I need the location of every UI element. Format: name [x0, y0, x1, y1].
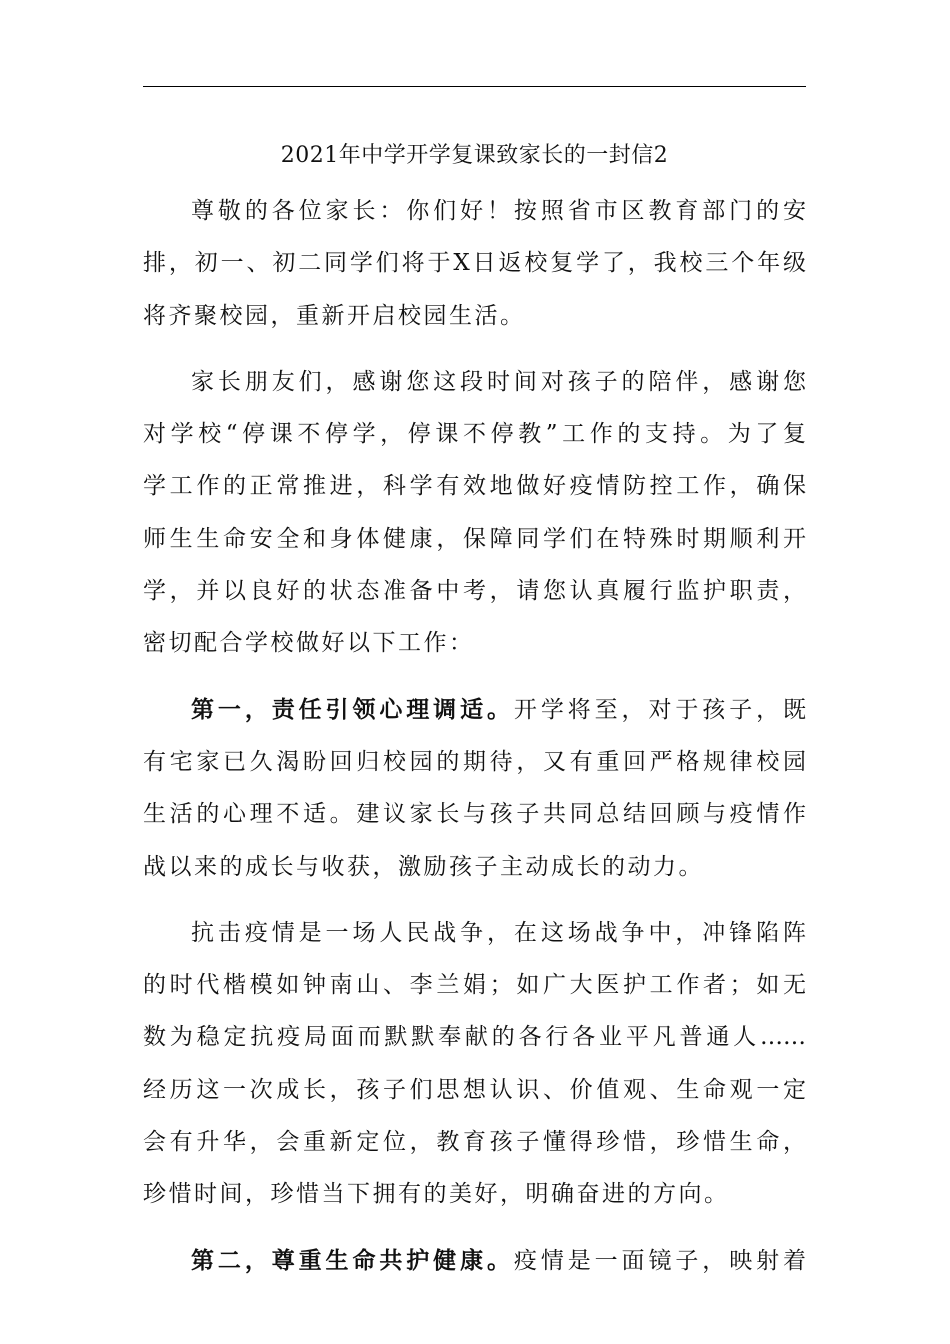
text-line	[143, 684, 806, 736]
paragraph-greeting	[143, 185, 806, 342]
text-line: 经历这一次成长，孩子们思想认识、价值观、生命观一定	[143, 1076, 806, 1103]
section-heading: 第二，尊重生命共护健康。	[191, 1246, 514, 1274]
text-line: 排，初一、初二同学们将于X日返校复学了，我校三个年级	[143, 250, 806, 277]
text-line: 珍惜时间，珍惜当下拥有的美好，明确奋进的方向。	[143, 1181, 730, 1208]
document-body	[143, 185, 806, 1287]
text-line: 家长朋友们，感谢您这段时间对孩子的陪伴，感谢您	[191, 368, 806, 395]
text-line: 数为稳定抗疫局面而默默奉献的各行各业平凡普通人……	[143, 1024, 806, 1051]
text-line: 师生生命安全和身体健康，保障同学们在特殊时期顺利开	[143, 525, 806, 552]
text-line: 生活的心理不适。建议家长与孩子共同总结回顾与疫情作	[143, 801, 806, 828]
paragraph-second-point	[143, 1235, 806, 1287]
text-line: 战以来的成长与收获，激励孩子主动成长的动力。	[143, 853, 704, 880]
document-title: 2021年中学开学复课致家长的一封信2	[280, 143, 669, 168]
text-run: 疫情是一面镜子，映射着	[513, 1247, 807, 1274]
text-line	[143, 1235, 806, 1287]
text-run: 开学将至，对于孩子，既	[513, 696, 807, 723]
text-line: 学工作的正常推进，科学有效地做好疫情防控工作，确保	[143, 473, 806, 500]
paragraph-first-point	[143, 684, 806, 893]
text-line: 将齐聚校园，重新开启校园生活。	[143, 302, 526, 329]
text-line: 密切配合学校做好以下工作：	[143, 630, 475, 657]
text-line: 的时代楷模如钟南山、李兰娟；如广大医护工作者；如无	[143, 972, 806, 999]
text-line: 抗击疫情是一场人民战争，在这场战争中，冲锋陷阵	[191, 919, 806, 946]
text-line: 有宅家已久渴盼回归校园的期待，又有重回严格规律校园	[143, 748, 806, 775]
paragraph-thanks	[143, 356, 806, 670]
text-line: 会有升华，会重新定位，教育孩子懂得珍惜，珍惜生命，	[143, 1129, 806, 1156]
text-line: 对学校“停课不停学，停课不停教”工作的支持。为了复	[143, 421, 806, 448]
paragraph-epidemic	[143, 907, 806, 1221]
text-line: 学，并以良好的状态准备中考，请您认真履行监护职责，	[143, 578, 806, 605]
section-heading: 第一，责任引领心理调适。	[191, 695, 514, 723]
text-line: 尊敬的各位家长：你们好！按照省市区教育部门的安	[191, 198, 806, 224]
header-rule	[143, 86, 806, 87]
